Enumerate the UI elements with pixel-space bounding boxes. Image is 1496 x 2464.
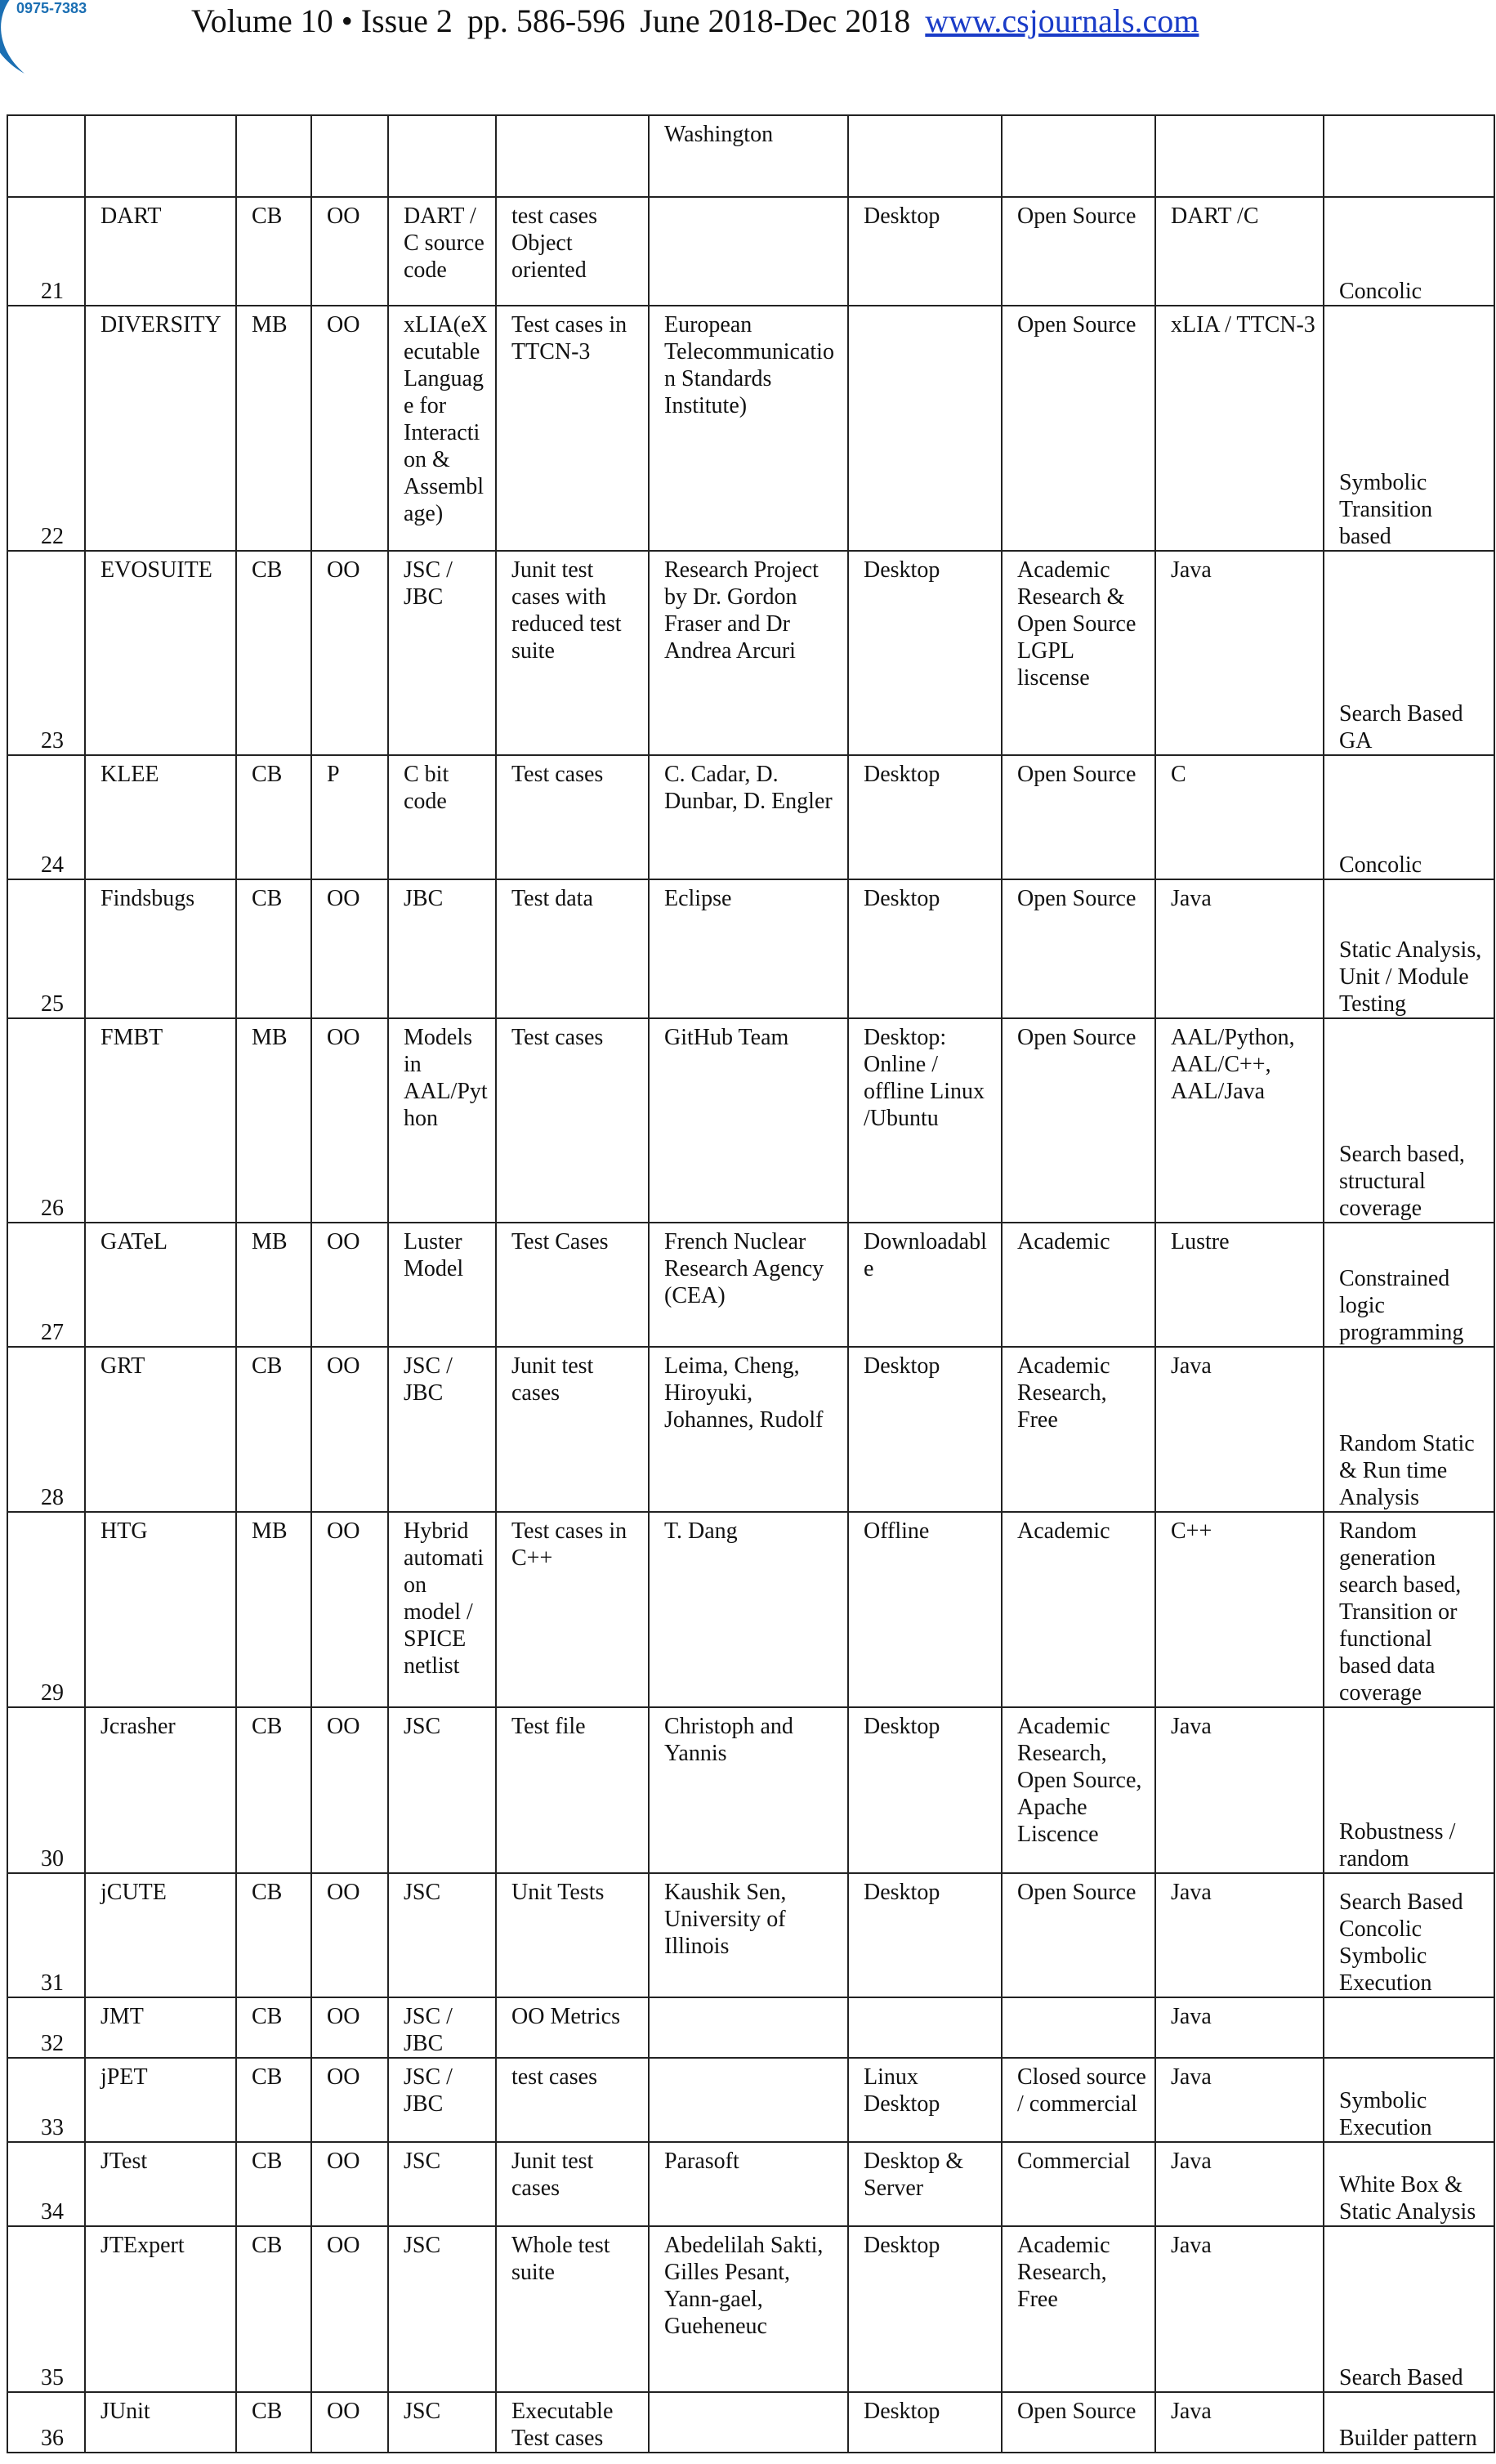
row-number: 30 [7, 1707, 85, 1873]
paradigm-cell: OO [311, 1512, 388, 1707]
language-cell: Java [1155, 2392, 1324, 2453]
tool-type-cell: CB [236, 2392, 311, 2453]
input-cell: JSC [388, 2226, 496, 2392]
platform-cell: Desktop [848, 1347, 1002, 1512]
table-row [7, 2392, 1494, 2453]
table-row [7, 551, 1494, 755]
tool-type-cell: CB [236, 755, 311, 879]
platform-cell: Offline [848, 1512, 1002, 1707]
output-cell: Test cases in TTCN-3 [496, 306, 649, 551]
language-cell: xLIA / TTCN-3 [1155, 306, 1324, 551]
platform-cell: Desktop [848, 2392, 1002, 2453]
tool-type-cell: CB [236, 2058, 311, 2142]
technique-cell [1324, 1997, 1494, 2058]
input-cell: JSC / JBC [388, 1347, 496, 1512]
input-cell: Models in AAL/Python [388, 1018, 496, 1223]
language-cell: Java [1155, 2142, 1324, 2226]
table-row [7, 2142, 1494, 2226]
platform-cell [848, 115, 1002, 197]
input-cell: JSC / JBC [388, 2058, 496, 2142]
language-cell [1155, 115, 1324, 197]
language-cell: Java [1155, 1707, 1324, 1873]
input-cell: JSC [388, 2142, 496, 2226]
table-row [7, 755, 1494, 879]
input-cell: Luster Model [388, 1223, 496, 1347]
journal-url-link[interactable]: www.csjournals.com [925, 2, 1199, 39]
input-cell: Hybrid automation model / SPICE netlist [388, 1512, 496, 1707]
tool-type-cell: CB [236, 1873, 311, 1997]
tool-name-cell: JTest [85, 2142, 236, 2226]
technique-cell: Symbolic Transition based [1324, 306, 1494, 551]
input-cell: JSC [388, 1873, 496, 1997]
output-cell [496, 115, 649, 197]
platform-cell: Desktop [848, 1873, 1002, 1997]
platform-cell: Desktop [848, 197, 1002, 306]
table-row [7, 1018, 1494, 1223]
license-cell: Academic [1002, 1223, 1155, 1347]
date-label: June 2018-Dec 2018 [640, 2, 911, 39]
tool-type-cell [236, 115, 311, 197]
tool-type-cell: CB [236, 879, 311, 1018]
table-row [7, 1873, 1494, 1997]
volume-label: Volume 10 • Issue 2 [191, 2, 453, 39]
tool-name-cell: DART [85, 197, 236, 306]
input-cell: C bit code [388, 755, 496, 879]
developer-cell: C. Cadar, D. Dunbar, D. Engler [649, 755, 848, 879]
license-cell: Closed source / commercial [1002, 2058, 1155, 2142]
output-cell: Test cases [496, 1018, 649, 1223]
technique-cell [1324, 115, 1494, 197]
row-number: 36 [7, 2392, 85, 2453]
output-cell: test cases Object oriented [496, 197, 649, 306]
output-cell: test cases [496, 2058, 649, 2142]
platform-cell: Desktop [848, 755, 1002, 879]
license-cell [1002, 115, 1155, 197]
paradigm-cell: OO [311, 197, 388, 306]
paradigm-cell: OO [311, 1873, 388, 1997]
developer-cell: Kaushik Sen, University of Illinois [649, 1873, 848, 1997]
language-cell: C++ [1155, 1512, 1324, 1707]
tool-type-cell: CB [236, 551, 311, 755]
platform-cell: Desktop [848, 879, 1002, 1018]
language-cell: Lustre [1155, 1223, 1324, 1347]
developer-cell [649, 197, 848, 306]
input-cell: JSC [388, 2392, 496, 2453]
output-cell: Executable Test cases [496, 2392, 649, 2453]
developer-cell: European Telecommunication Standards Institute) [649, 306, 848, 551]
developer-cell [649, 1997, 848, 2058]
language-cell: Java [1155, 2058, 1324, 2142]
tool-type-cell: CB [236, 1347, 311, 1512]
developer-cell: Research Project by Dr. Gordon Fraser and Dr Andrea Arcuri [649, 551, 848, 755]
tool-name-cell: JMT [85, 1997, 236, 2058]
page-header [0, 0, 1496, 90]
table-row [7, 306, 1494, 551]
tool-type-cell: MB [236, 1018, 311, 1223]
row-number: 27 [7, 1223, 85, 1347]
tool-type-cell: MB [236, 306, 311, 551]
table-row [7, 1707, 1494, 1873]
paradigm-cell: OO [311, 1347, 388, 1512]
row-number: 29 [7, 1512, 85, 1707]
license-cell: Open Source [1002, 755, 1155, 879]
developer-cell: Christoph and Yannis [649, 1707, 848, 1873]
paradigm-cell: OO [311, 1707, 388, 1873]
input-cell: DART / C source code [388, 197, 496, 306]
technique-cell: Concolic [1324, 755, 1494, 879]
developer-cell: Leima, Cheng, Hiroyuki, Johannes, Rudolf [649, 1347, 848, 1512]
technique-cell: Search based, structural coverage [1324, 1018, 1494, 1223]
input-cell: xLIA(eXecutable Language for Interaction & Assemblage) [388, 306, 496, 551]
license-cell: Open Source [1002, 1018, 1155, 1223]
license-cell: Open Source [1002, 197, 1155, 306]
row-number: 34 [7, 2142, 85, 2226]
table-row [7, 197, 1494, 306]
developer-cell: GitHub Team [649, 1018, 848, 1223]
row-number: 33 [7, 2058, 85, 2142]
journal-header-line [191, 2, 1213, 40]
technique-cell: Static Analysis, Unit / Module Testing [1324, 879, 1494, 1018]
platform-cell [848, 306, 1002, 551]
tool-name-cell: FMBT [85, 1018, 236, 1223]
language-cell: AAL/Python, AAL/C++, AAL/Java [1155, 1018, 1324, 1223]
developer-cell: Eclipse [649, 879, 848, 1018]
platform-cell: Desktop: Online / offline Linux /Ubuntu [848, 1018, 1002, 1223]
row-number: 23 [7, 551, 85, 755]
developer-cell: Washington [649, 115, 848, 197]
tool-type-cell: MB [236, 1512, 311, 1707]
output-cell: Junit test cases [496, 1347, 649, 1512]
output-cell: Junit test cases with reduced test suite [496, 551, 649, 755]
output-cell: Test cases [496, 755, 649, 879]
license-cell: Academic Research & Open Source LGPL liscense [1002, 551, 1155, 755]
row-number: 22 [7, 306, 85, 551]
tool-name-cell: jCUTE [85, 1873, 236, 1997]
tool-type-cell: CB [236, 2226, 311, 2392]
tool-type-cell: CB [236, 2142, 311, 2226]
language-cell: C [1155, 755, 1324, 879]
platform-cell: Desktop & Server [848, 2142, 1002, 2226]
platform-cell: Linux Desktop [848, 2058, 1002, 2142]
table-row [7, 115, 1494, 197]
technique-cell: Search Based Concolic Symbolic Execution [1324, 1873, 1494, 1997]
platform-cell: Downloadable [848, 1223, 1002, 1347]
technique-cell: Constrained logic programming [1324, 1223, 1494, 1347]
pages-label: pp. 586-596 [467, 2, 626, 39]
license-cell: Open Source [1002, 306, 1155, 551]
paradigm-cell: OO [311, 2226, 388, 2392]
input-cell: JBC [388, 879, 496, 1018]
tool-name-cell: HTG [85, 1512, 236, 1707]
language-cell: Java [1155, 1347, 1324, 1512]
technique-cell: Symbolic Execution [1324, 2058, 1494, 2142]
row-number: 24 [7, 755, 85, 879]
output-cell: Test file [496, 1707, 649, 1873]
paradigm-cell: OO [311, 1223, 388, 1347]
table-row [7, 1347, 1494, 1512]
license-cell [1002, 1997, 1155, 2058]
language-cell: Java [1155, 551, 1324, 755]
paradigm-cell: P [311, 755, 388, 879]
tool-type-cell: CB [236, 1997, 311, 2058]
technique-cell: Random generation search based, Transition or functional based data coverage [1324, 1512, 1494, 1707]
tool-name-cell: GATeL [85, 1223, 236, 1347]
row-number: 28 [7, 1347, 85, 1512]
output-cell: Whole test suite [496, 2226, 649, 2392]
table-row [7, 2226, 1494, 2392]
license-cell: Open Source [1002, 879, 1155, 1018]
row-number: 21 [7, 197, 85, 306]
language-cell: Java [1155, 2226, 1324, 2392]
output-cell: Unit Tests [496, 1873, 649, 1997]
developer-cell: T. Dang [649, 1512, 848, 1707]
paradigm-cell: OO [311, 1997, 388, 2058]
paradigm-cell: OO [311, 1018, 388, 1223]
paradigm-cell: OO [311, 2392, 388, 2453]
paradigm-cell: OO [311, 2058, 388, 2142]
tool-name-cell [85, 115, 236, 197]
table-row [7, 1512, 1494, 1707]
table-row [7, 2058, 1494, 2142]
language-cell: Java [1155, 1997, 1324, 2058]
platform-cell: Desktop [848, 551, 1002, 755]
technique-cell: Robustness / random [1324, 1707, 1494, 1873]
tool-name-cell: KLEE [85, 755, 236, 879]
developer-cell [649, 2392, 848, 2453]
row-number: 35 [7, 2226, 85, 2392]
technique-cell: Random Static & Run time Analysis [1324, 1347, 1494, 1512]
developer-cell: Parasoft [649, 2142, 848, 2226]
tool-type-cell: CB [236, 197, 311, 306]
output-cell: Test data [496, 879, 649, 1018]
license-cell: Academic Research, Open Source, Apache Liscence [1002, 1707, 1155, 1873]
issn-label: 0975-7383 [16, 0, 87, 16]
license-cell: Commercial [1002, 2142, 1155, 2226]
developer-cell: Abedelilah Sakti, Gilles Pesant, Yann-gael, Gueheneuc [649, 2226, 848, 2392]
platform-cell: Desktop [848, 1707, 1002, 1873]
technique-cell: Search Based GA [1324, 551, 1494, 755]
input-cell: JSC / JBC [388, 1997, 496, 2058]
language-cell: Java [1155, 879, 1324, 1018]
table-row [7, 1223, 1494, 1347]
license-cell: Open Source [1002, 1873, 1155, 1997]
tool-type-cell: MB [236, 1223, 311, 1347]
input-cell: JSC / JBC [388, 551, 496, 755]
tool-name-cell: Findsbugs [85, 879, 236, 1018]
license-cell: Open Source [1002, 2392, 1155, 2453]
output-cell: Test Cases [496, 1223, 649, 1347]
row-number: 31 [7, 1873, 85, 1997]
technique-cell: Concolic [1324, 197, 1494, 306]
row-number [7, 115, 85, 197]
platform-cell: Desktop [848, 2226, 1002, 2392]
language-cell: Java [1155, 1873, 1324, 1997]
tools-table-body [7, 115, 1494, 2453]
platform-cell [848, 1997, 1002, 2058]
license-cell: Academic Research, Free [1002, 1347, 1155, 1512]
tools-table [7, 114, 1495, 2453]
paradigm-cell [311, 115, 388, 197]
input-cell: JSC [388, 1707, 496, 1873]
tool-name-cell: GRT [85, 1347, 236, 1512]
output-cell: Junit test cases [496, 2142, 649, 2226]
tool-name-cell: EVOSUITE [85, 551, 236, 755]
row-number: 25 [7, 879, 85, 1018]
tool-name-cell: jPET [85, 2058, 236, 2142]
license-cell: Academic [1002, 1512, 1155, 1707]
table-row [7, 879, 1494, 1018]
row-number: 26 [7, 1018, 85, 1223]
technique-cell: White Box & Static Analysis [1324, 2142, 1494, 2226]
tool-type-cell: CB [236, 1707, 311, 1873]
tool-name-cell: DIVERSITY [85, 306, 236, 551]
output-cell: OO Metrics [496, 1997, 649, 2058]
table-row [7, 1997, 1494, 2058]
row-number: 32 [7, 1997, 85, 2058]
input-cell [388, 115, 496, 197]
tool-name-cell: JUnit [85, 2392, 236, 2453]
paradigm-cell: OO [311, 306, 388, 551]
technique-cell: Search Based [1324, 2226, 1494, 2392]
language-cell: DART /C [1155, 197, 1324, 306]
developer-cell: French Nuclear Research Agency (CEA) [649, 1223, 848, 1347]
paradigm-cell: OO [311, 2142, 388, 2226]
paradigm-cell: OO [311, 879, 388, 1018]
developer-cell [649, 2058, 848, 2142]
technique-cell: Builder pattern [1324, 2392, 1494, 2453]
tool-name-cell: Jcrasher [85, 1707, 236, 1873]
tool-name-cell: JTExpert [85, 2226, 236, 2392]
paradigm-cell: OO [311, 551, 388, 755]
output-cell: Test cases in C++ [496, 1512, 649, 1707]
license-cell: Academic Research, Free [1002, 2226, 1155, 2392]
